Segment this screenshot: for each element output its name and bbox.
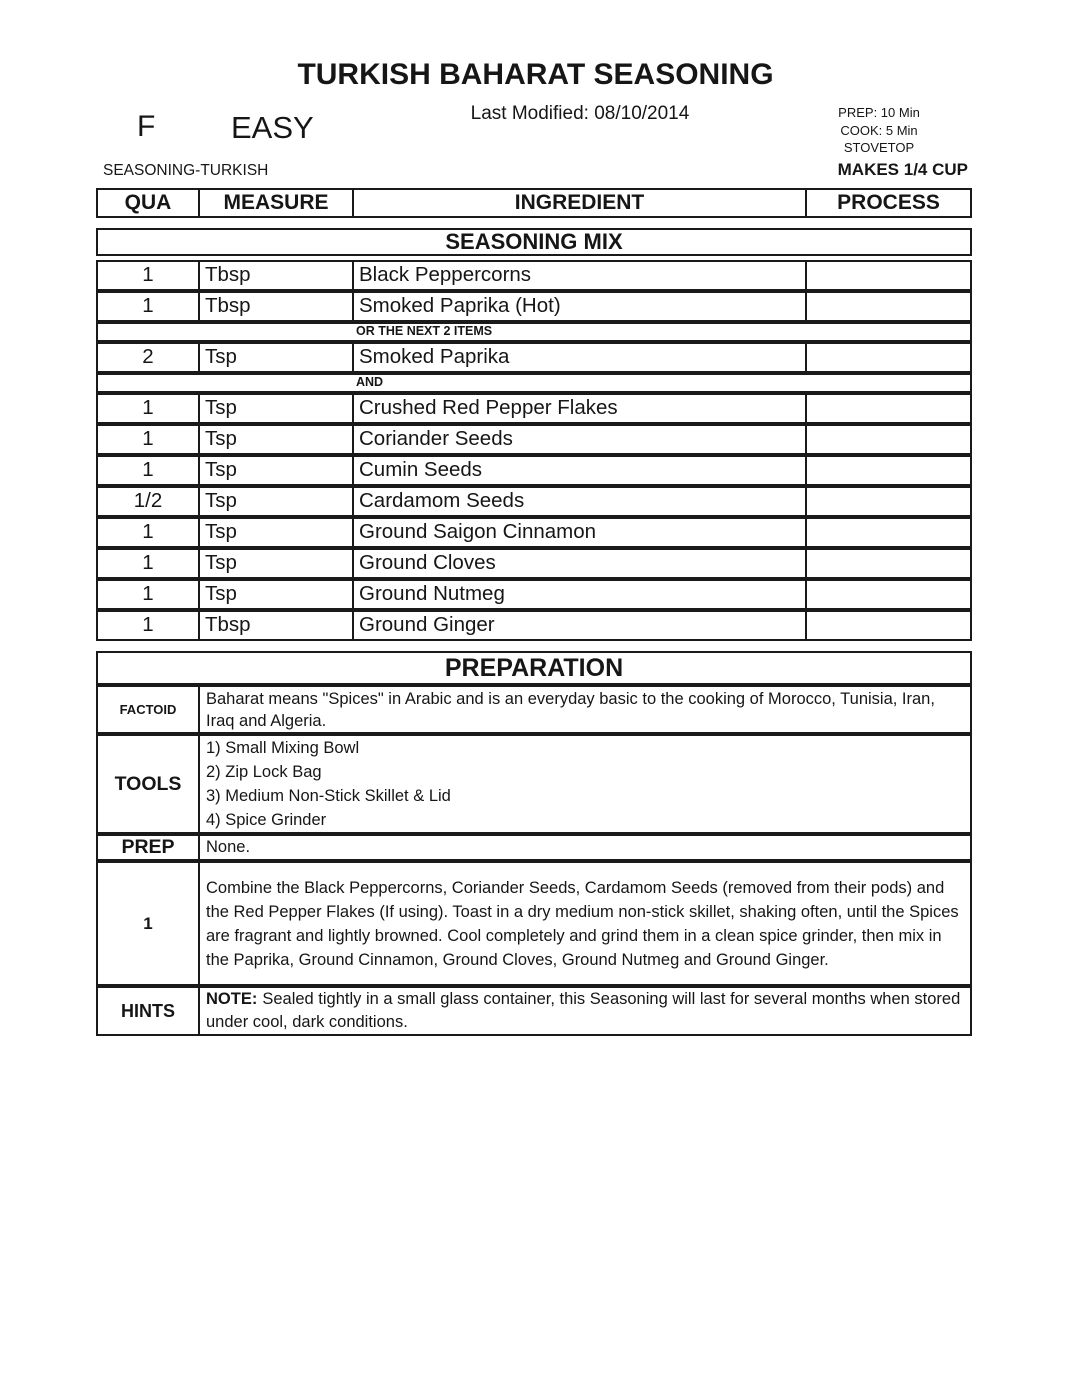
tool-line: 4) Spice Grinder — [206, 811, 327, 829]
row-content — [198, 687, 970, 732]
measure-cell: Tsp — [198, 457, 352, 484]
process-cell — [805, 550, 970, 577]
quantity-cell: 1 — [142, 458, 154, 481]
process-cell — [805, 395, 970, 422]
yield-label: MAKES 1/4 CUP — [837, 160, 968, 179]
row-text: Baharat means "Spices" in Arabic and is an everyday basic to the cooking of Morocco, Tunisia, Iran, Iraq and Algeria. — [206, 689, 935, 730]
preparation-row-1 — [96, 861, 972, 986]
measure-cell: Tbsp — [198, 293, 352, 320]
ingredient-row — [96, 455, 972, 486]
measure-cell: Tsp — [198, 519, 352, 546]
difficulty-label: EASY — [231, 110, 314, 145]
column-header-ingredient: INGREDIENT — [352, 190, 805, 216]
ingredient-row — [96, 342, 972, 373]
row-text: None. — [206, 838, 251, 856]
ingredient-cell: Smoked Paprika (Hot) — [352, 293, 805, 320]
ingredient-row — [96, 291, 972, 322]
ingredient-cell: Coriander Seeds — [352, 426, 805, 453]
measure-cell: Tsp — [198, 581, 352, 608]
document-header — [0, 0, 1071, 188]
process-cell — [805, 457, 970, 484]
measure-cell: Tsp — [198, 488, 352, 515]
measure-cell: Tsp — [198, 344, 352, 371]
ingredient-row — [96, 260, 972, 291]
ingredient-group-band: OR THE NEXT 2 ITEMS — [96, 322, 972, 342]
page-title: TURKISH BAHARAT SEASONING — [297, 58, 774, 91]
recipe-sheet — [96, 188, 972, 1036]
preparation-rows — [96, 685, 972, 1036]
measure-cell: Tbsp — [198, 612, 352, 639]
ingredient-cell: Cumin Seeds — [352, 457, 805, 484]
ingredient-cell: Crushed Red Pepper Flakes — [352, 395, 805, 422]
quantity-cell: 1 — [142, 427, 154, 450]
ingredient-cell: Smoked Paprika — [352, 344, 805, 371]
category-label: SEASONING-TURKISH — [103, 162, 269, 179]
ingredient-row — [96, 424, 972, 455]
quantity-cell: 1 — [142, 396, 154, 419]
ingredient-cell: Ground Nutmeg — [352, 581, 805, 608]
ingredient-cell: Black Peppercorns — [352, 262, 805, 289]
ingredient-row — [96, 579, 972, 610]
process-cell — [805, 262, 970, 289]
ingredient-row — [96, 548, 972, 579]
process-cell — [805, 519, 970, 546]
process-cell — [805, 612, 970, 639]
process-cell — [805, 344, 970, 371]
preparation-row-prep — [96, 834, 972, 861]
ingredient-cell: Ground Saigon Cinnamon — [352, 519, 805, 546]
quantity-cell: 1 — [142, 263, 154, 286]
row-content — [198, 863, 970, 984]
ingredient-cell: Ground Ginger — [352, 612, 805, 639]
time-info-block — [790, 104, 968, 157]
section-band-preparation: PREPARATION — [96, 651, 972, 685]
measure-cell: Tbsp — [198, 262, 352, 289]
quantity-cell: 1 — [142, 294, 154, 317]
quantity-cell: 2 — [142, 345, 154, 368]
row-label: HINTS — [121, 1000, 175, 1021]
tool-line: 3) Medium Non-Stick Skillet & Lid — [206, 787, 451, 805]
row-content — [198, 988, 970, 1034]
file-letter: F — [137, 110, 156, 143]
ingredient-group-band: AND — [96, 373, 972, 393]
row-text: Combine the Black Peppercorns, Coriander Seeds, Cardamom Seeds (removed from their pods) and the Red Pepper Flakes (If using). Toast in a dry medium non-stick skillet, shaking often, until the Spices are fragrant and lightly browned. Cool completely and grind them in a clean spice grinder, then mix in the Paprika, Ground Cinnamon, Ground Cloves, Ground Nutmeg and Ground Ginger. — [206, 878, 959, 969]
prep-time: PREP: 10 Min — [838, 105, 920, 120]
row-content — [198, 836, 970, 859]
quantity-cell: 1 — [142, 613, 154, 636]
ingredient-row — [96, 517, 972, 548]
section-band-seasoning-mix: SEASONING MIX — [96, 228, 972, 256]
column-header-measure: MEASURE — [198, 190, 352, 216]
preparation-row-tools — [96, 734, 972, 834]
note-prefix: NOTE: — [206, 990, 258, 1008]
cook-time: COOK: 5 Min — [840, 122, 918, 138]
column-header-process: PROCESS — [805, 190, 970, 216]
note-text: Sealed tightly in a small glass container, this Seasoning will last for several months when stored under cool, dark conditions. — [206, 990, 961, 1031]
quantity-cell: 1 — [142, 582, 154, 605]
row-content — [198, 736, 970, 832]
row-label: FACTOID — [119, 702, 177, 717]
quantity-cell: 1 — [142, 551, 154, 574]
cook-method: STOVETOP — [843, 140, 915, 155]
ingredient-row — [96, 486, 972, 517]
row-label: 1 — [143, 913, 153, 933]
row-label: PREP — [121, 836, 175, 858]
measure-cell: Tsp — [198, 550, 352, 577]
quantity-cell: 1 — [142, 520, 154, 543]
measure-cell: Tsp — [198, 395, 352, 422]
quantity-cell: 1/2 — [133, 489, 163, 512]
tool-line: 2) Zip Lock Bag — [206, 763, 322, 781]
process-cell — [805, 488, 970, 515]
ingredient-row — [96, 610, 972, 641]
process-cell — [805, 293, 970, 320]
table-header-row — [96, 188, 972, 218]
preparation-row-hints — [96, 986, 972, 1036]
measure-cell: Tsp — [198, 426, 352, 453]
process-cell — [805, 426, 970, 453]
last-modified-date: Last Modified: 08/10/2014 — [470, 103, 690, 124]
preparation-row-factoid — [96, 685, 972, 734]
ingredient-row — [96, 393, 972, 424]
ingredient-rows — [96, 260, 972, 641]
process-cell — [805, 581, 970, 608]
tool-line: 1) Small Mixing Bowl — [206, 739, 360, 757]
row-label: TOOLS — [114, 772, 182, 795]
ingredient-cell: Ground Cloves — [352, 550, 805, 577]
column-header-qua: QUA — [124, 191, 172, 214]
ingredient-cell: Cardamom Seeds — [352, 488, 805, 515]
